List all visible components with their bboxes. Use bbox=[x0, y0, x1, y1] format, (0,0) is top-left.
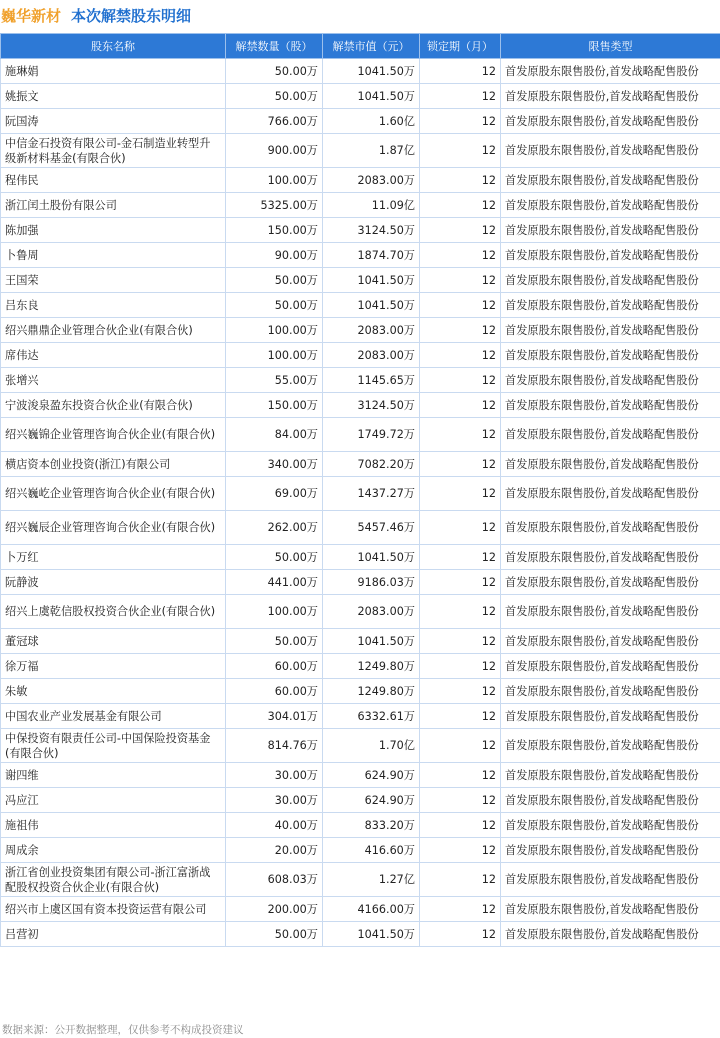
shareholder-name-cell: 谢四维 bbox=[1, 763, 226, 788]
lock-period-cell: 12 bbox=[420, 268, 501, 293]
shareholder-name-cell: 卜鲁周 bbox=[1, 243, 226, 268]
column-header-value: 解禁市值（元） bbox=[323, 34, 420, 59]
unlock-quantity-cell: 20.00万 bbox=[226, 838, 323, 863]
restriction-type-cell: 首发原股东限售股份,首发战略配售股份 bbox=[501, 863, 720, 897]
unlock-value-cell: 1041.50万 bbox=[323, 268, 420, 293]
unlock-value-cell: 1041.50万 bbox=[323, 59, 420, 84]
restriction-type-cell: 首发原股东限售股份,首发战略配售股份 bbox=[501, 343, 720, 368]
restriction-type-cell: 首发原股东限售股份,首发战略配售股份 bbox=[501, 168, 720, 193]
unlock-value-cell: 2083.00万 bbox=[323, 318, 420, 343]
lock-period-cell: 12 bbox=[420, 418, 501, 452]
unlock-value-cell: 4166.00万 bbox=[323, 897, 420, 922]
table-row bbox=[1, 268, 720, 293]
lock-period-cell: 12 bbox=[420, 134, 501, 168]
restriction-type-cell: 首发原股东限售股份,首发战略配售股份 bbox=[501, 293, 720, 318]
shareholder-name-cell: 横店资本创业投资(浙江)有限公司 bbox=[1, 452, 226, 477]
unlock-value-cell: 624.90万 bbox=[323, 788, 420, 813]
unlock-quantity-cell: 340.00万 bbox=[226, 452, 323, 477]
unlock-quantity-cell: 50.00万 bbox=[226, 59, 323, 84]
column-header-name: 股东名称 bbox=[1, 34, 226, 59]
table-row bbox=[1, 729, 720, 763]
lock-period-cell: 12 bbox=[420, 570, 501, 595]
unlock-quantity-cell: 50.00万 bbox=[226, 545, 323, 570]
shareholder-name-cell: 朱敏 bbox=[1, 679, 226, 704]
shareholder-name-cell: 阮国涛 bbox=[1, 109, 226, 134]
restriction-type-cell: 首发原股东限售股份,首发战略配售股份 bbox=[501, 545, 720, 570]
unlock-value-cell: 7082.20万 bbox=[323, 452, 420, 477]
unlock-value-cell: 416.60万 bbox=[323, 838, 420, 863]
lock-period-cell: 12 bbox=[420, 788, 501, 813]
shareholder-name-cell: 绍兴巍辰企业管理咨询合伙企业(有限合伙) bbox=[1, 511, 226, 545]
shareholder-name-cell: 绍兴巍屹企业管理咨询合伙企业(有限合伙) bbox=[1, 477, 226, 511]
lock-period-cell: 12 bbox=[420, 84, 501, 109]
unlock-quantity-cell: 50.00万 bbox=[226, 922, 323, 947]
lock-period-cell: 12 bbox=[420, 545, 501, 570]
restriction-type-cell: 首发原股东限售股份,首发战略配售股份 bbox=[501, 218, 720, 243]
restriction-type-cell: 首发原股东限售股份,首发战略配售股份 bbox=[501, 813, 720, 838]
unlock-quantity-cell: 814.76万 bbox=[226, 729, 323, 763]
restriction-type-cell: 首发原股东限售股份,首发战略配售股份 bbox=[501, 368, 720, 393]
lock-period-cell: 12 bbox=[420, 654, 501, 679]
unlock-quantity-cell: 608.03万 bbox=[226, 863, 323, 897]
unlock-quantity-cell: 60.00万 bbox=[226, 679, 323, 704]
unlock-quantity-cell: 50.00万 bbox=[226, 629, 323, 654]
table-row bbox=[1, 545, 720, 570]
unlock-quantity-cell: 50.00万 bbox=[226, 293, 323, 318]
shareholder-name-cell: 王国荣 bbox=[1, 268, 226, 293]
lock-period-cell: 12 bbox=[420, 477, 501, 511]
unlock-value-cell: 6332.61万 bbox=[323, 704, 420, 729]
unlock-value-cell: 1249.80万 bbox=[323, 679, 420, 704]
unlock-value-cell: 2083.00万 bbox=[323, 168, 420, 193]
restriction-type-cell: 首发原股东限售股份,首发战略配售股份 bbox=[501, 595, 720, 629]
lock-period-cell: 12 bbox=[420, 729, 501, 763]
shareholder-name-cell: 姚振文 bbox=[1, 84, 226, 109]
table-header-row bbox=[1, 34, 720, 59]
restriction-type-cell: 首发原股东限售股份,首发战略配售股份 bbox=[501, 570, 720, 595]
unlock-value-cell: 1874.70万 bbox=[323, 243, 420, 268]
unlock-quantity-cell: 50.00万 bbox=[226, 268, 323, 293]
unlock-quantity-cell: 100.00万 bbox=[226, 343, 323, 368]
unlock-quantity-cell: 304.01万 bbox=[226, 704, 323, 729]
shareholder-name-cell: 绍兴鼎鼎企业管理合伙企业(有限合伙) bbox=[1, 318, 226, 343]
table-row bbox=[1, 863, 720, 897]
brand-name: 巍华新材 bbox=[1, 6, 62, 25]
unlock-quantity-cell: 30.00万 bbox=[226, 788, 323, 813]
restriction-type-cell: 首发原股东限售股份,首发战略配售股份 bbox=[501, 763, 720, 788]
restriction-type-cell: 首发原股东限售股份,首发战略配售股份 bbox=[501, 318, 720, 343]
lock-period-cell: 12 bbox=[420, 763, 501, 788]
restriction-type-cell: 首发原股东限售股份,首发战略配售股份 bbox=[501, 704, 720, 729]
lock-period-cell: 12 bbox=[420, 629, 501, 654]
restriction-type-cell: 首发原股东限售股份,首发战略配售股份 bbox=[501, 838, 720, 863]
unlock-value-cell: 1041.50万 bbox=[323, 293, 420, 318]
table-row bbox=[1, 679, 720, 704]
unlock-value-cell: 1249.80万 bbox=[323, 654, 420, 679]
shareholder-name-cell: 施琳娟 bbox=[1, 59, 226, 84]
unlock-quantity-cell: 5325.00万 bbox=[226, 193, 323, 218]
unlock-value-cell: 1.87亿 bbox=[323, 134, 420, 168]
restriction-type-cell: 首发原股东限售股份,首发战略配售股份 bbox=[501, 109, 720, 134]
lock-period-cell: 12 bbox=[420, 595, 501, 629]
table-row bbox=[1, 654, 720, 679]
unlock-value-cell: 2083.00万 bbox=[323, 595, 420, 629]
shareholder-name-cell: 卜万红 bbox=[1, 545, 226, 570]
table-row bbox=[1, 813, 720, 838]
unlock-quantity-cell: 100.00万 bbox=[226, 168, 323, 193]
restriction-type-cell: 首发原股东限售股份,首发战略配售股份 bbox=[501, 477, 720, 511]
unlock-value-cell: 1145.65万 bbox=[323, 368, 420, 393]
restriction-type-cell: 首发原股东限售股份,首发战略配售股份 bbox=[501, 452, 720, 477]
table-row bbox=[1, 922, 720, 947]
unlock-value-cell: 1749.72万 bbox=[323, 418, 420, 452]
restriction-type-cell: 首发原股东限售股份,首发战略配售股份 bbox=[501, 393, 720, 418]
shareholder-name-cell: 冯应江 bbox=[1, 788, 226, 813]
shareholder-name-cell: 程伟民 bbox=[1, 168, 226, 193]
table-row bbox=[1, 629, 720, 654]
table-row bbox=[1, 134, 720, 168]
table-row bbox=[1, 570, 720, 595]
shareholder-name-cell: 中保投资有限责任公司-中国保险投资基金(有限合伙) bbox=[1, 729, 226, 763]
table-row bbox=[1, 704, 720, 729]
unlock-value-cell: 11.09亿 bbox=[323, 193, 420, 218]
table-row bbox=[1, 293, 720, 318]
lock-period-cell: 12 bbox=[420, 168, 501, 193]
shareholder-name-cell: 浙江省创业投资集团有限公司-浙江富浙战配股权投资合伙企业(有限合伙) bbox=[1, 863, 226, 897]
lock-period-cell: 12 bbox=[420, 368, 501, 393]
unlock-quantity-cell: 262.00万 bbox=[226, 511, 323, 545]
lock-period-cell: 12 bbox=[420, 243, 501, 268]
shareholder-name-cell: 绍兴上虞乾信股权投资合伙企业(有限合伙) bbox=[1, 595, 226, 629]
table-row bbox=[1, 109, 720, 134]
unlock-value-cell: 3124.50万 bbox=[323, 218, 420, 243]
page-header bbox=[0, 0, 720, 30]
lock-period-cell: 12 bbox=[420, 838, 501, 863]
shareholder-name-cell: 张增兴 bbox=[1, 368, 226, 393]
page-title: 本次解禁股东明细 bbox=[71, 6, 192, 25]
shareholder-name-cell: 宁波浚泉盈东投资合伙企业(有限合伙) bbox=[1, 393, 226, 418]
unlock-value-cell: 833.20万 bbox=[323, 813, 420, 838]
unlock-quantity-cell: 30.00万 bbox=[226, 763, 323, 788]
restriction-type-cell: 首发原股东限售股份,首发战略配售股份 bbox=[501, 268, 720, 293]
lock-period-cell: 12 bbox=[420, 922, 501, 947]
lock-period-cell: 12 bbox=[420, 109, 501, 134]
lock-period-cell: 12 bbox=[420, 293, 501, 318]
table-row bbox=[1, 418, 720, 452]
restriction-type-cell: 首发原股东限售股份,首发战略配售股份 bbox=[501, 788, 720, 813]
unlock-quantity-cell: 766.00万 bbox=[226, 109, 323, 134]
shareholder-name-cell: 施祖伟 bbox=[1, 813, 226, 838]
restriction-type-cell: 首发原股东限售股份,首发战略配售股份 bbox=[501, 654, 720, 679]
lock-period-cell: 12 bbox=[420, 393, 501, 418]
restriction-type-cell: 首发原股东限售股份,首发战略配售股份 bbox=[501, 243, 720, 268]
unlock-value-cell: 1.70亿 bbox=[323, 729, 420, 763]
shareholder-name-cell: 董冠球 bbox=[1, 629, 226, 654]
unlock-value-cell: 1437.27万 bbox=[323, 477, 420, 511]
table-row bbox=[1, 897, 720, 922]
lock-period-cell: 12 bbox=[420, 452, 501, 477]
unlock-value-cell: 5457.46万 bbox=[323, 511, 420, 545]
table-row bbox=[1, 393, 720, 418]
lock-period-cell: 12 bbox=[420, 59, 501, 84]
unlock-quantity-cell: 90.00万 bbox=[226, 243, 323, 268]
unlock-quantity-cell: 69.00万 bbox=[226, 477, 323, 511]
table-row bbox=[1, 318, 720, 343]
table-row bbox=[1, 59, 720, 84]
unlock-value-cell: 9186.03万 bbox=[323, 570, 420, 595]
lock-period-cell: 12 bbox=[420, 863, 501, 897]
table-row bbox=[1, 788, 720, 813]
unlock-value-cell: 1041.50万 bbox=[323, 545, 420, 570]
lock-period-cell: 12 bbox=[420, 679, 501, 704]
shareholder-name-cell: 徐万福 bbox=[1, 654, 226, 679]
unlock-value-cell: 2083.00万 bbox=[323, 343, 420, 368]
restriction-type-cell: 首发原股东限售股份,首发战略配售股份 bbox=[501, 729, 720, 763]
restriction-type-cell: 首发原股东限售股份,首发战略配售股份 bbox=[501, 511, 720, 545]
table-row bbox=[1, 595, 720, 629]
restriction-type-cell: 首发原股东限售股份,首发战略配售股份 bbox=[501, 59, 720, 84]
table-row bbox=[1, 243, 720, 268]
lock-period-cell: 12 bbox=[420, 511, 501, 545]
unlock-quantity-cell: 150.00万 bbox=[226, 393, 323, 418]
table-row bbox=[1, 368, 720, 393]
table-row bbox=[1, 838, 720, 863]
restriction-type-cell: 首发原股东限售股份,首发战略配售股份 bbox=[501, 84, 720, 109]
table-row bbox=[1, 511, 720, 545]
column-header-restriction-type: 限售类型 bbox=[501, 34, 720, 59]
lock-period-cell: 12 bbox=[420, 813, 501, 838]
table-body bbox=[1, 59, 720, 947]
unlock-quantity-cell: 150.00万 bbox=[226, 218, 323, 243]
table-row bbox=[1, 193, 720, 218]
restriction-type-cell: 首发原股东限售股份,首发战略配售股份 bbox=[501, 134, 720, 168]
unlock-quantity-cell: 40.00万 bbox=[226, 813, 323, 838]
shareholder-name-cell: 阮静波 bbox=[1, 570, 226, 595]
shareholder-name-cell: 陈加强 bbox=[1, 218, 226, 243]
shareholder-name-cell: 中国农业产业发展基金有限公司 bbox=[1, 704, 226, 729]
restriction-type-cell: 首发原股东限售股份,首发战略配售股份 bbox=[501, 418, 720, 452]
unlock-quantity-cell: 100.00万 bbox=[226, 318, 323, 343]
unlock-quantity-cell: 50.00万 bbox=[226, 84, 323, 109]
restriction-type-cell: 首发原股东限售股份,首发战略配售股份 bbox=[501, 193, 720, 218]
lock-period-cell: 12 bbox=[420, 318, 501, 343]
unlock-shareholder-table bbox=[0, 33, 720, 947]
lock-period-cell: 12 bbox=[420, 704, 501, 729]
restriction-type-cell: 首发原股东限售股份,首发战略配售股份 bbox=[501, 679, 720, 704]
unlock-value-cell: 3124.50万 bbox=[323, 393, 420, 418]
data-source-note: 数据来源：公开数据整理，仅供参考不构成投资建议 bbox=[2, 1024, 244, 1036]
unlock-value-cell: 1041.50万 bbox=[323, 629, 420, 654]
shareholder-name-cell: 绍兴市上虞区国有资本投资运营有限公司 bbox=[1, 897, 226, 922]
unlock-value-cell: 1.60亿 bbox=[323, 109, 420, 134]
unlock-quantity-cell: 60.00万 bbox=[226, 654, 323, 679]
lock-period-cell: 12 bbox=[420, 897, 501, 922]
unlock-value-cell: 624.90万 bbox=[323, 763, 420, 788]
table-row bbox=[1, 168, 720, 193]
restriction-type-cell: 首发原股东限售股份,首发战略配售股份 bbox=[501, 629, 720, 654]
unlock-quantity-cell: 55.00万 bbox=[226, 368, 323, 393]
unlock-quantity-cell: 900.00万 bbox=[226, 134, 323, 168]
column-header-quantity: 解禁数量（股） bbox=[226, 34, 323, 59]
shareholder-name-cell: 吕营初 bbox=[1, 922, 226, 947]
table-row bbox=[1, 218, 720, 243]
unlock-quantity-cell: 441.00万 bbox=[226, 570, 323, 595]
unlock-quantity-cell: 200.00万 bbox=[226, 897, 323, 922]
restriction-type-cell: 首发原股东限售股份,首发战略配售股份 bbox=[501, 897, 720, 922]
unlock-value-cell: 1041.50万 bbox=[323, 84, 420, 109]
table-row bbox=[1, 452, 720, 477]
shareholder-name-cell: 吕东良 bbox=[1, 293, 226, 318]
unlock-quantity-cell: 100.00万 bbox=[226, 595, 323, 629]
shareholder-name-cell: 席伟达 bbox=[1, 343, 226, 368]
unlock-value-cell: 1.27亿 bbox=[323, 863, 420, 897]
unlock-quantity-cell: 84.00万 bbox=[226, 418, 323, 452]
lock-period-cell: 12 bbox=[420, 193, 501, 218]
unlock-value-cell: 1041.50万 bbox=[323, 922, 420, 947]
table-row bbox=[1, 763, 720, 788]
table-row bbox=[1, 477, 720, 511]
shareholder-name-cell: 绍兴巍锦企业管理咨询合伙企业(有限合伙) bbox=[1, 418, 226, 452]
lock-period-cell: 12 bbox=[420, 343, 501, 368]
column-header-lock-period: 锁定期（月） bbox=[420, 34, 501, 59]
restriction-type-cell: 首发原股东限售股份,首发战略配售股份 bbox=[501, 922, 720, 947]
lock-period-cell: 12 bbox=[420, 218, 501, 243]
table-row bbox=[1, 84, 720, 109]
shareholder-name-cell: 浙江闰土股份有限公司 bbox=[1, 193, 226, 218]
shareholder-name-cell: 周成余 bbox=[1, 838, 226, 863]
table-row bbox=[1, 343, 720, 368]
shareholder-name-cell: 中信金石投资有限公司-金石制造业转型升级新材料基金(有限合伙) bbox=[1, 134, 226, 168]
